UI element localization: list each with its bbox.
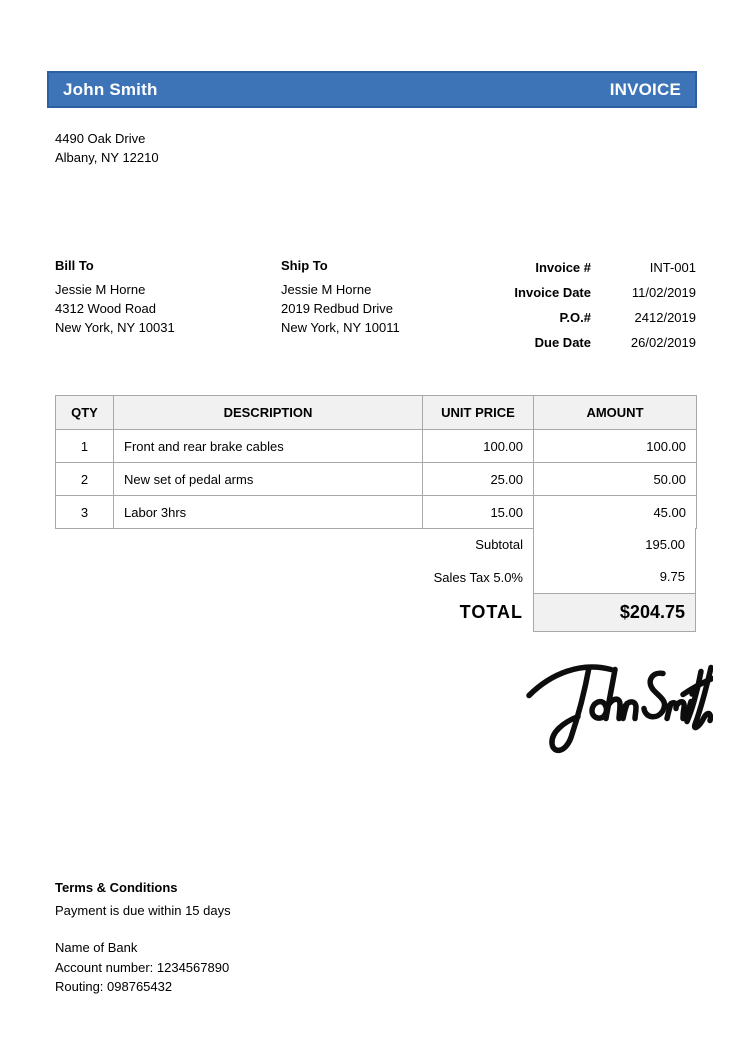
meta-row-invoice-number <box>441 260 696 275</box>
bank-details <box>55 938 229 997</box>
ship-to-address-line: 2019 Redbud Drive <box>281 301 394 316</box>
table-row <box>56 463 697 496</box>
col-header-description: DESCRIPTION <box>114 396 423 430</box>
item-unit-price: 25.00 <box>423 463 534 496</box>
invoice-date-value: 11/02/2019 <box>631 285 696 300</box>
bank-account-number: Account number: 1234567890 <box>55 959 230 975</box>
po-number-value: 2412/2019 <box>634 310 696 325</box>
line-items-table <box>55 395 697 529</box>
terms-heading: Terms & Conditions <box>55 880 178 895</box>
col-header-qty: QTY <box>56 396 114 430</box>
item-description: Front and rear brake cables <box>114 430 423 463</box>
col-header-amount: AMOUNT <box>534 396 697 430</box>
col-header-unit-price: UNIT PRICE <box>423 396 534 430</box>
table-row <box>56 496 697 529</box>
sales-tax-value: 9.75 <box>659 569 685 585</box>
meta-label: Invoice # <box>535 260 591 275</box>
meta-label: P.O.# <box>559 310 591 325</box>
subtotal-value: 195.00 <box>645 536 685 552</box>
meta-row-po-number <box>441 310 696 325</box>
item-qty: 1 <box>56 430 114 463</box>
sender-address-line: 4490 Oak Drive <box>55 131 146 146</box>
bill-to-address-line: 4312 Wood Road <box>55 301 156 316</box>
meta-label: Invoice Date <box>514 285 591 300</box>
invoice-header-bar <box>47 71 697 108</box>
total-amount: $204.75 <box>533 593 696 632</box>
meta-row-invoice-date <box>441 285 696 300</box>
item-amount: 50.00 <box>534 463 697 496</box>
item-amount: 100.00 <box>534 430 697 463</box>
bill-to-heading: Bill To <box>55 258 94 273</box>
ship-to-name: Jessie M Horne <box>281 282 372 297</box>
item-unit-price: 15.00 <box>423 496 534 529</box>
bill-to-name: Jessie M Horne <box>55 282 146 297</box>
bank-routing-number: Routing: 098765432 <box>55 979 173 994</box>
item-unit-price: 100.00 <box>423 430 534 463</box>
due-date-value: 26/02/2019 <box>630 335 696 350</box>
subtotal-label: Subtotal <box>475 537 523 552</box>
table-row <box>56 430 697 463</box>
signature-image <box>523 648 713 756</box>
sender-address-line: Albany, NY 12210 <box>55 150 159 165</box>
item-qty: 2 <box>56 463 114 496</box>
sender-address <box>55 129 159 167</box>
total-label: TOTAL <box>459 602 523 622</box>
totals-labels <box>250 528 523 594</box>
document-title: INVOICE <box>609 79 681 99</box>
bill-to-block <box>55 258 175 337</box>
signature <box>523 648 713 756</box>
meta-row-due-date <box>441 335 696 350</box>
meta-label: Due Date <box>534 335 591 350</box>
company-name: John Smith <box>63 79 158 99</box>
item-amount: 45.00 <box>534 496 697 529</box>
item-qty: 3 <box>56 496 114 529</box>
totals-values <box>533 528 696 594</box>
invoice-number-value: INT-001 <box>649 260 696 275</box>
ship-to-heading: Ship To <box>281 258 328 273</box>
sales-tax-label: Sales Tax 5.0% <box>433 570 523 585</box>
item-description: Labor 3hrs <box>114 496 423 529</box>
terms-body: Payment is due within 15 days <box>55 903 231 918</box>
invoice-meta <box>441 260 696 360</box>
bill-to-address-line: New York, NY 10031 <box>55 320 175 335</box>
ship-to-address-line: New York, NY 10011 <box>281 320 400 335</box>
item-description: New set of pedal arms <box>114 463 423 496</box>
table-header-row <box>56 396 697 430</box>
ship-to-block <box>281 258 400 337</box>
terms-block <box>55 880 231 918</box>
bank-name: Name of Bank <box>55 940 138 955</box>
